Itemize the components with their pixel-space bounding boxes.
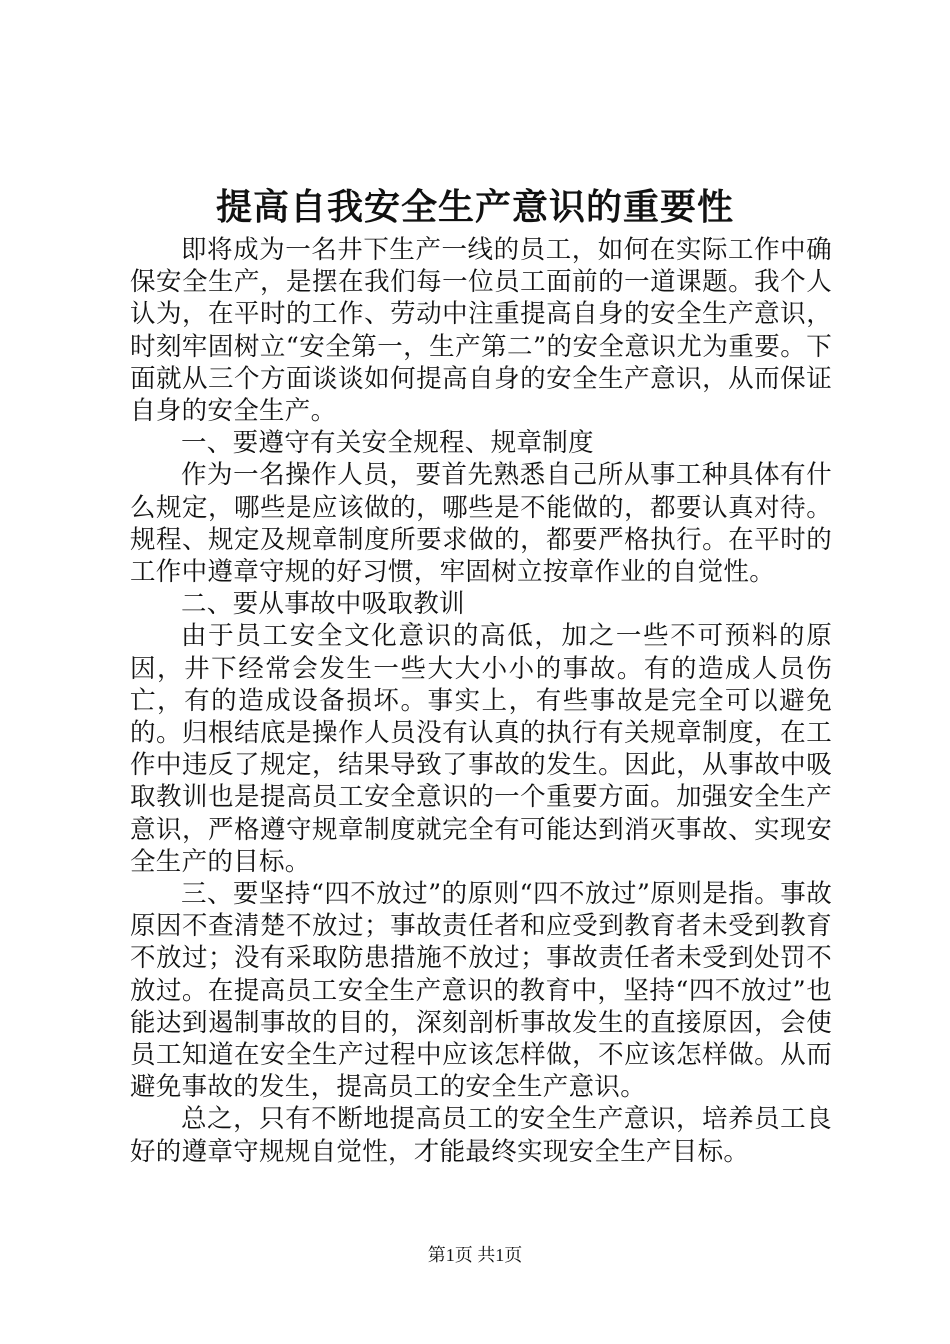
document-title: 提高自我安全生产意识的重要性 [215, 187, 734, 228]
paragraph-section-2: 由于员工安全文化意识的高低，加之一些不可预料的原因，井下经常会发生一些大大小小的事故。有的造成人员伤亡，有的造成设备损坏。事实上，有些事故是完全可以避免的。归根结底是操作人员没有认真的执行有关规章制度，在工作中违反了规定，结果导致了事故的发生。因此，从事故中吸取教训也是提高员工安全意识的一个重要方面。加强安全生产意识，严格遵守规章制度就完全有可能达到消灭事故、实现安全生产的目标。 [130, 621, 832, 877]
paragraph-section-1: 作为一名操作人员，要首先熟悉自己所从事工种具体有什么规定，哪些是应该做的，哪些是不能做的，都要认真对待。规程、规定及规章制度所要求做的，都要严格执行。在平时的工作中遵章守规的好习惯，牢固树立按章作业的自觉性。 [130, 460, 832, 588]
paragraph-conclusion: 总之，只有不断地提高员工的安全生产意识，培养员工良好的遵章守规规自觉性，才能最终实现安全生产目标。 [130, 1104, 832, 1167]
page-footer: 第1页 共1页 [427, 1245, 523, 1265]
section-heading-2: 二、要从事故中吸取教训 [181, 589, 465, 620]
document-body [130, 234, 832, 1168]
section-heading-1: 一、要遵守有关安全规程、规章制度 [181, 428, 594, 459]
paragraph-intro: 即将成为一名井下生产一线的员工，如何在实际工作中确保安全生产，是摆在我们每一位员工面前的一道课题。我个人认为，在平时的工作、劳动中注重提高自身的安全生产意识，时刻牢固树立“安全第一，生产第二”的安全意识尤为重要。下面就从三个方面谈谈如何提高自身的安全生产意识，从而保证自身的安全生产。 [130, 235, 832, 427]
paragraph-section-3: 三、要坚持“四不放过”的原则“四不放过”原则是指。事故原因不查清楚不放过；事故责任者和应受到教育者未受到教育不放过；没有采取防患措施不放过；事故责任者未受到处罚不放过。在提高员工安全生产意识的教育中，坚持“四不放过”也能达到遏制事故的目的，深刻剖析事故发生的直接原因，会使员工知道在安全生产过程中应该怎样做，不应该怎样做。从而避免事故的发生，提高员工的安全生产意识。 [130, 879, 832, 1103]
